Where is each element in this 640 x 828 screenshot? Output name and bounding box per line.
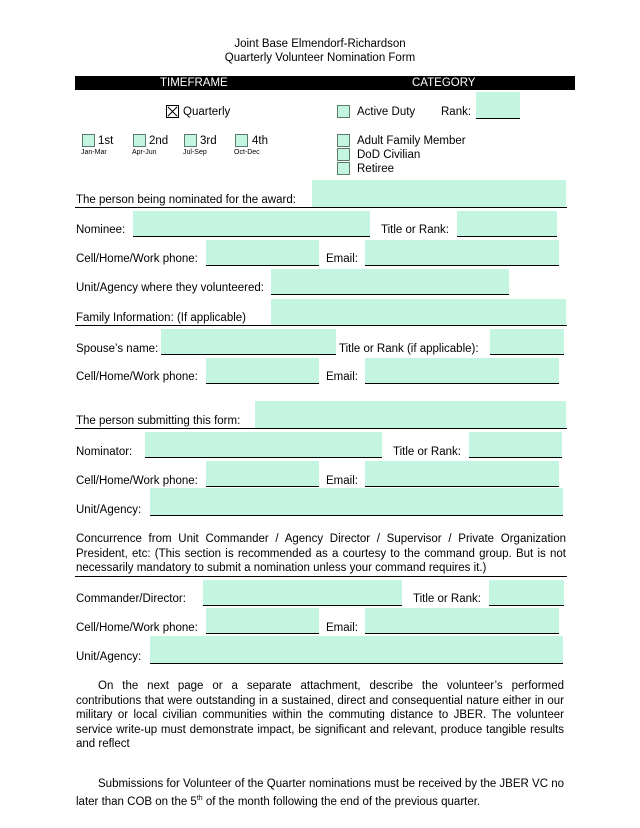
quarter-1st-label: 1st [98,135,114,147]
section-rule [75,428,567,429]
quarter-2nd-checkbox[interactable] [133,134,146,147]
submission-text-part1: Submissions for Volunteer of the Quarter nominations must be received by the JBER VC no later than COB on the 5 [76,778,564,808]
submitter-email-field[interactable] [365,461,559,487]
commander-unit-field[interactable] [150,636,563,664]
nominee-section-field[interactable] [312,180,566,207]
quarter-3rd-months: Jul-Sep [183,149,207,156]
quarterly-label: Quarterly [183,106,231,118]
rank-field[interactable] [476,92,520,119]
submitter-unit-label: Unit/Agency: [76,504,142,516]
submitter-section-label: The person submitting this form: [76,415,241,427]
rank-label: Rank: [441,106,472,118]
commander-title-field[interactable] [489,580,564,606]
section-rule [75,576,567,577]
spouse-title-field[interactable] [490,329,564,355]
family-section-label: Family Information: (If applicable) [76,312,247,324]
quarter-3rd-label: 3rd [200,135,217,147]
adult-family-checkbox[interactable] [337,134,350,147]
family-phone-field[interactable] [206,358,319,384]
submitter-phone-label: Cell/Home/Work phone: [76,475,198,487]
nominator-label: Nominator: [76,446,133,458]
quarter-4th-checkbox[interactable] [235,134,248,147]
form-title: Quarterly Volunteer Nomination Form [224,52,416,64]
family-section-field[interactable] [271,299,566,325]
adult-family-label: Adult Family Member [357,135,466,147]
nominee-title-field[interactable] [457,211,557,237]
dod-civilian-label: DoD Civilian [357,149,421,161]
nominee-unit-label: Unit/Agency where they volunteered: [76,282,264,294]
commander-title-label: Title or Rank: [413,593,481,605]
quarter-1st-checkbox[interactable] [82,134,95,147]
timeframe-heading: TIMEFRAME [160,77,228,89]
nominee-label: Nominee: [76,224,126,236]
org-title: Joint Base Elmendorf-Richardson [234,38,406,50]
concurrence-text: Concurrence from Unit Commander / Agency Director / Supervisor / Private Organization President, etc: (This section is recommended as a courtesy to the command group. But is not necessarily mandatory to submit a nomination unless your command requires it.) [76,533,566,574]
nominee-section-label: The person being nominated for the award: [76,194,296,206]
quarter-1st-months: Jan-Mar [81,149,107,156]
quarter-4th-label: 4th [252,135,268,147]
submitter-email-label: Email: [326,475,358,487]
nominee-email-field[interactable] [365,240,559,266]
submitter-unit-field[interactable] [150,488,563,516]
nominee-name-field[interactable] [133,211,370,237]
commander-email-field[interactable] [365,608,559,634]
instructions-paragraph [76,679,564,752]
nominee-phone-label: Cell/Home/Work phone: [76,253,198,265]
section-bar [75,76,575,90]
section-rule [75,207,567,208]
nominee-email-label: Email: [326,253,358,265]
active-duty-label: Active Duty [357,106,416,118]
nominator-name-field[interactable] [145,432,382,458]
family-phone-label: Cell/Home/Work phone: [76,371,198,383]
nominee-unit-field[interactable] [271,269,509,295]
submission-sup: th [196,794,203,802]
instructions-text: On the next page or a separate attachment, describe the volunteer’s performed contributions that were outstanding in a sustained, direct and consequential nature either in our military or local civilian communities within the commuting distance to JBER. The volunteer service write-up must demonstrate impact, be significant and relevant, produce tangible results and reflect [76,680,564,750]
quarter-2nd-months: Apr-Jun [132,149,157,156]
commander-email-label: Email: [326,622,358,634]
retiree-label: Retiree [357,163,395,175]
quarterly-checkbox[interactable] [166,105,179,118]
submission-text [76,777,564,809]
spouse-title-label: Title or Rank (if applicable): [339,343,479,355]
commander-unit-label: Unit/Agency: [76,651,142,663]
submission-text-part2: of the month following the end of the previous quarter. [202,795,481,808]
dod-civilian-checkbox[interactable] [337,148,350,161]
quarter-4th-months: Oct-Dec [234,149,260,156]
quarter-2nd-label: 2nd [149,135,169,147]
nominee-phone-field[interactable] [206,240,319,266]
commander-phone-label: Cell/Home/Work phone: [76,622,198,634]
spouse-name-field[interactable] [161,329,336,355]
spouse-label: Spouse’s name: [76,343,159,355]
family-email-label: Email: [326,371,358,383]
commander-name-field[interactable] [203,580,402,606]
category-heading: CATEGORY [412,77,476,89]
quarter-3rd-checkbox[interactable] [184,134,197,147]
nominator-title-label: Title or Rank: [393,446,461,458]
section-rule [75,325,567,326]
nominee-title-label: Title or Rank: [381,224,449,236]
nominator-title-field[interactable] [469,432,562,458]
submitter-section-field[interactable] [255,401,566,428]
commander-phone-field[interactable] [206,608,319,634]
active-duty-checkbox[interactable] [337,105,350,118]
retiree-checkbox[interactable] [337,162,350,175]
submitter-phone-field[interactable] [206,461,319,487]
family-email-field[interactable] [365,358,559,384]
submission-paragraph [76,777,564,809]
commander-label: Commander/Director: [76,593,186,605]
